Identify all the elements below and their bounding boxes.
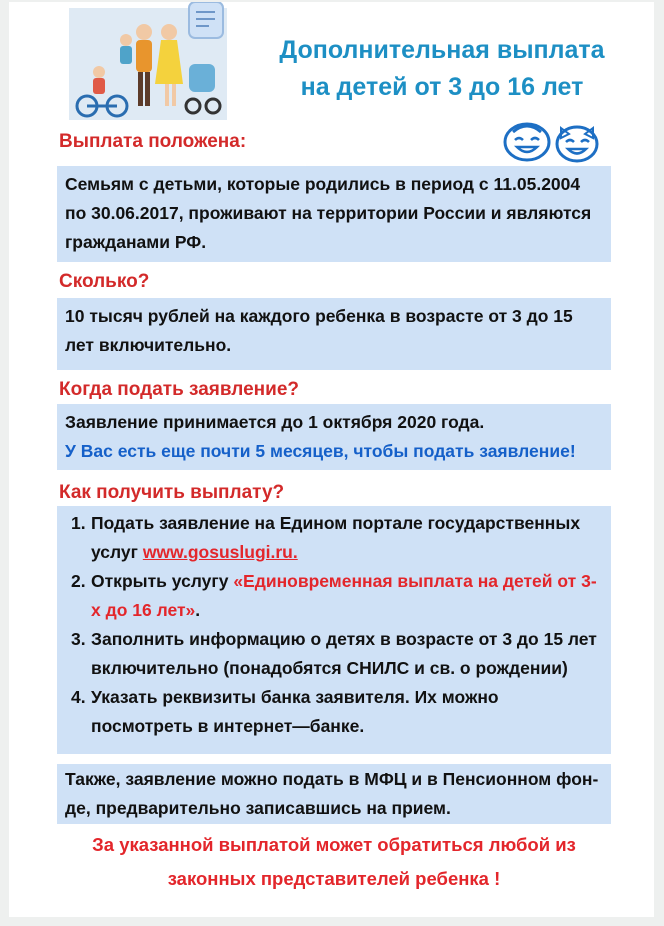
deadline-box xyxy=(57,404,611,470)
step-1-text: Подать заявление на Едином портале государственных услуг xyxy=(91,513,581,562)
gosuslugi-link[interactable]: www.gosuslugi.ru. xyxy=(142,542,298,562)
smiling-faces-icon xyxy=(501,120,605,164)
footer-line-2: законных представителей ребенка ! xyxy=(167,868,501,889)
step-3-text: Заполнить информацию о детях в возрасте от 3 до 15 лет включительно (понадобятся СНИЛС и св. о рождении) xyxy=(91,629,597,678)
step-2-text: Открыть услугу xyxy=(91,571,234,591)
step-2 xyxy=(91,567,603,625)
title-line-1: Дополнительная выплата xyxy=(279,36,605,64)
footer-note xyxy=(57,828,611,896)
leaflet-page xyxy=(9,2,654,917)
steps-list xyxy=(65,509,603,741)
amount-box xyxy=(57,298,611,370)
family-illustration xyxy=(69,2,229,122)
eligibility-heading: Выплата положена: xyxy=(59,131,247,152)
service-name: «Единовременная выплата на детей от 3-х до 16 лет» xyxy=(91,571,597,620)
footer-line-1: За указанной выплатой может обратиться любой из xyxy=(92,834,576,855)
deadline-text: Заявление принимается до 1 октября 2020 года. xyxy=(65,412,485,432)
step-1 xyxy=(91,509,603,567)
title-line-2: на детей от 3 до 16 лет xyxy=(300,73,584,101)
how-heading: Как получить выплату? xyxy=(59,482,285,503)
eligibility-box xyxy=(57,166,611,262)
deadline-heading: Когда подать заявление? xyxy=(59,379,300,400)
alternative-box xyxy=(57,764,611,824)
amount-text: 10 тысяч рублей на каждого ребенка в возрасте от 3 до 15 лет включительно. xyxy=(65,306,573,355)
eligibility-text: Семьям с детьми, которые родились в период с 11.05.2004 по 30.06.2017, проживают на территории России и являются гражданами РФ. xyxy=(65,174,592,252)
step-2-tail: . xyxy=(195,600,201,620)
amount-heading: Сколько? xyxy=(59,271,150,292)
how-box xyxy=(57,506,611,754)
step-4 xyxy=(91,683,603,741)
page-title xyxy=(247,32,637,106)
step-3 xyxy=(91,625,603,683)
step-4-text: Указать реквизиты банка заявителя. Их можно посмотреть в интернет—банке. xyxy=(91,687,499,736)
alternative-text: Также, заявление можно подать в МФЦ и в Пенсионном фон-де, предварительно записавшись на прием. xyxy=(65,769,599,818)
deadline-highlight: У Вас есть еще почти 5 месяцев, чтобы подать заявление! xyxy=(65,441,576,461)
